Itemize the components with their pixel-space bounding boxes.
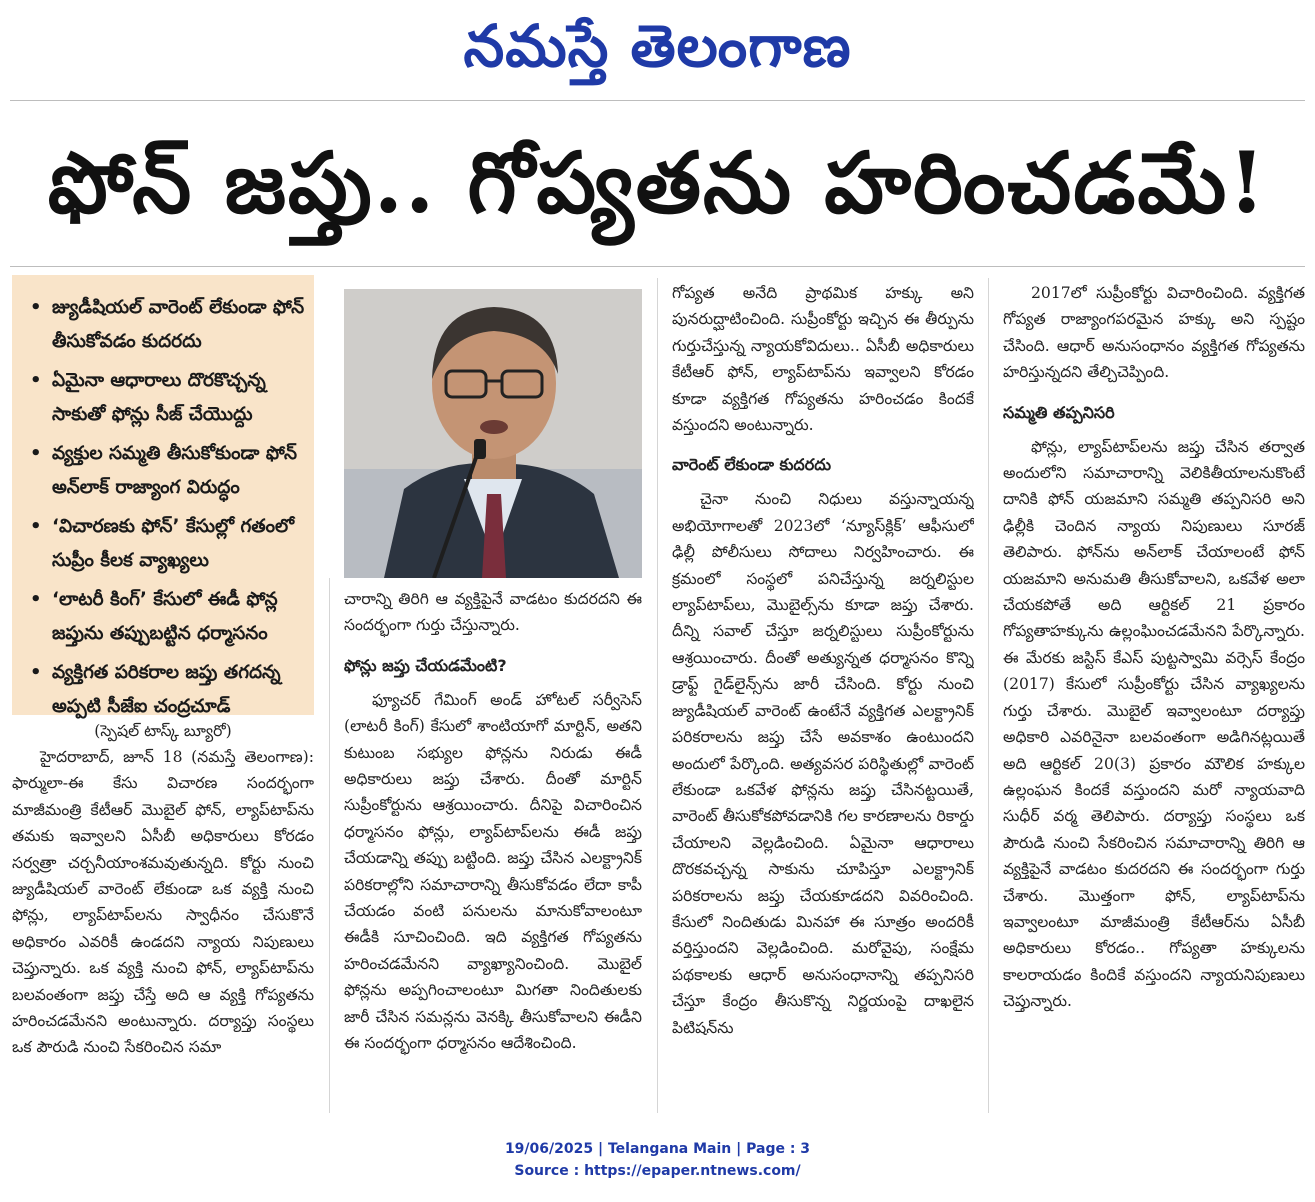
article-paragraph: గోప్యత అనేది ప్రాథమిక హక్కు అని పునరుద్ఘాటించింది. సుప్రీంకోర్టు ఇచ్చిన ఈ తీర్పును గుర్తుచేస్తున్న న్యాయకోవిదులు.. ఏసీబీ అధికారులు కేటీఆర్ ఫోన్, ల్యాప్‌టాప్‌ను ఇవ్వాలని కోరడం కూడా వ్యక్తిగత గోప్యతను హరించడం కిందకే వస్తుందని అంటున్నారు.: [672, 284, 974, 435]
subheading: ఫోన్లు జప్తు చేయడమేంటి?: [344, 655, 507, 675]
bullet-icon: •: [30, 297, 42, 318]
subheading: సమ్మతి తప్పనిసరి: [1003, 402, 1115, 422]
masthead: నమస్తే తెలంగాణ: [463, 12, 852, 80]
bullet-icon: •: [30, 443, 42, 464]
highlight-item: • వ్యక్తుల సమ్మతి తీసుకోకుండా ఫోన్ అన్‌లాక్ రాజ్యాంగ విరుద్ధం: [30, 437, 306, 505]
bullet-icon: •: [30, 589, 42, 610]
highlight-item: • ఏమైనా ఆధారాలు దొరకొచ్చన్న సాకుతో ఫోన్లు సీజ్ చేయొద్దు: [30, 364, 306, 432]
headline: ఫోన్ జప్తు.. గోప్యతను హరించడమే!: [47, 133, 1268, 232]
column-4: [1003, 280, 1305, 1076]
judge-photo: [344, 289, 642, 578]
highlights-box: [12, 275, 314, 715]
column-2: [344, 586, 642, 1083]
article-paragraph: చైనా నుంచి నిధులు వస్తున్నాయన్న అభియోగాలతో 2023లో ‘న్యూస్‌క్లిక్’ ఆఫీసులో ఢిల్లీ పోలీసులు సోదాలు నిర్వహించారు. ఈ క్రమంలో సంస్థలో పనిచేస్తున్న జర్నలిస్టుల ల్యాప్‌టాప్‌లు, మొబైల్స్‌ను కూడా జప్తు చేశారు. దీన్ని సవాల్ చేస్తూ జర్నలిస్టులు సుప్రీంకోర్టును ఆశ్రయించారు. దీంతో అత్యున్నత ధర్మాసనం కొన్ని డ్రాఫ్ట్ గైడ్‌లైన్స్‌ను జారీ చేసింది. కోర్టు నుంచి జ్యుడీషియల్ వారెంట్ ఉంటేనే వ్యక్తిగత ఎలక్ట్రానిక్ పరికరాలను జప్తు చేసే అవకాశం ఉంటుందని అందులో పేర్కొంది. అత్యవసర పరిస్థితుల్లో వారెంట్ లేకుండా ఒకవేళ ఫోన్లను జప్తు చేసినట్టయితే, వారెంట్ తీసుకోకపోవడానికి గల కారణాలను రికార్డు చేయాలని వెల్లడించింది. ఏమైనా ఆధారాలు దొరకవచ్చన్న సాకును చూపిస్తూ ఎలక్ట్రానిక్ పరికరాలను జప్తు చేయకూడదని వివరించింది. కేసులో నిందితుడు మినహా ఈ సూత్రం అందరికీ వర్తిస్తుందని వెల్లడించింది. మరోవైపు, సంక్షేమ పథకాలకు ఆధార్ అనుసంధానాన్ని తప్పనిసరి చేస్తూ కేంద్రం తీసుకొన్న నిర్ణయంపై దాఖలైన పిటిషన్‌ను: [672, 490, 974, 1037]
article-paragraph: 2017లో సుప్రీంకోర్టు విచారించింది. వ్యక్తిగత గోప్యత రాజ్యాంగపరమైన హక్కు అని స్పష్టం చేసింది. ఆధార్ అనుసంధానం వ్యక్తిగత గోప్యతను హరిస్తున్నదని తేల్చిచెప్పింది.: [1003, 284, 1305, 382]
article-paragraph: చారాన్ని తిరిగి ఆ వ్యక్తిపైనే వాడటం కుదరదని ఈ సందర్భంగా గుర్తు చేస్తున్నారు.: [344, 590, 642, 635]
bullet-icon: •: [30, 516, 42, 537]
highlight-item: • ‘విచారణకు ఫోన్’ కేసుల్లో గతంలో సుప్రీం కీలక వ్యాఖ్యలు: [30, 510, 306, 578]
highlight-item: • ‘లాటరీ కింగ్’ కేసులో ఈడీ ఫోన్ల జప్తును తప్పుబట్టిన ధర్మాసనం: [30, 583, 306, 651]
byline: (స్పెషల్ టాస్క్ బ్యూరో): [94, 722, 232, 740]
highlight-item: • జ్యుడీషియల్ వారెంట్ లేకుండా ఫోన్ తీసుకోవడం కుదరదు: [30, 291, 306, 359]
portrait-illustration: [344, 289, 642, 578]
headline-divider: [10, 266, 1305, 267]
footer-source-line[interactable]: Source : https://epaper.ntnews.com/: [514, 1163, 801, 1179]
article-paragraph: హైదరాబాద్, జూన్ 18 (నమస్తే తెలంగాణ): ఫార్ములా-ఈ కేసు విచారణ సందర్భంగా మాజీమంత్రి కేటీఆర్ మొబైల్ ఫోన్, ల్యాప్‌టాప్‌ను తమకు ఇవ్వాలని ఏసీబీ అధికారులు కోరడం సర్వత్రా చర్చనీయాంశమవుతున్నది. కోర్టు నుంచి జ్యుడీషియల్ వారెంట్ లేకుండా ఒక వ్యక్తి నుంచి ఫోన్లు, ల్యాప్‌టాప్‌లను స్వాధీనం చేసుకొనే అధికారం ఎవరికీ ఉండదని న్యాయ నిపుణులు చెప్తున్నారు. ఒక వ్యక్తి నుంచి ఫోన్, ల్యాప్‌టాప్‌ను బలవంతంగా జప్తు చేస్తే అది ఆ వ్యక్తి గోప్యతను హరించడమేనని అంటున్నారు. దర్యాప్తు సంస్థలు ఒక పౌరుడి నుంచి సేకరించిన సమా: [12, 748, 314, 1057]
column-divider: [988, 278, 989, 1113]
masthead-divider: [10, 100, 1305, 101]
article-paragraph: ఫోన్లు, ల్యాప్‌టాప్‌లను జప్తు చేసిన తర్వాత అందులోని సమాచారాన్ని వెలికితీయాలనుకొంటే దానికి ఫోన్ యజమాని సమ్మతి తప్పనిసరి అని ఢిల్లీకి చెందిన న్యాయ నిపుణులు సూరజ్ తెలిపారు. ఫోన్‌ను అన్‌లాక్ చేయాలంటే ఫోన్ యజమాని అనుమతి తీసుకోవాలని, ఒకవేళ అలా చేయకపోతే అది ఆర్టికల్ 21 ప్రకారం గోప్యతాహక్కును ఉల్లంఘించడమేనని పేర్కొన్నారు. ఈ మేరకు జస్టిస్ కేఎస్ పుట్టస్వామి వర్సెస్ కేంద్రం (2017) కేసులో సుప్రీంకోర్టు చేసిన వ్యాఖ్యలను గుర్తు చేశారు. మొబైల్ ఇవ్వాలంటూ దర్యాప్తు అధికారి ఎవరినైనా బలవంతంగా అడిగినట్లయితే అది ఆర్టికల్ 20(3) ప్రకారం మౌలిక హక్కుల ఉల్లంఘన కిందకే వస్తుందని మరో న్యాయవాది సుధీర్ వర్మ తెలిపారు. దర్యాప్తు సంస్థలు ఒక పౌరుడి నుంచి సేకరించిన సమాచారాన్ని తిరిగి ఆ వ్యక్తిపైనే వాడటం కుదరదని ఈ సందర్భంగా గుర్తు చేశారు. మొత్తంగా ఫోన్, ల్యాప్‌టాప్‌ను ఇవ్వాలంటూ మాజీమంత్రి కేటీఆర్‌ను ఏసీబీ అధికారులు కోరడం.. గోప్యతా హక్కులను కాలరాయడం కిందికే వస్తుందని న్యాయనిపుణులు చెప్తున్నారు.: [1003, 437, 1305, 1011]
footer-date-line: 19/06/2025 | Telangana Main | Page : 3: [504, 1141, 811, 1157]
bullet-icon: •: [30, 662, 42, 683]
column-3: [672, 280, 974, 1070]
bullet-icon: •: [30, 370, 42, 391]
article-paragraph: ఫ్యూచర్ గేమింగ్ అండ్ హోటల్ సర్వీసెస్ (లాటరీ కింగ్) కేసులో శాంటియాగో మార్టిన్, అతని కుటుంబ సభ్యుల ఫోన్లను నిరుడు ఈడీ అధికారులు జప్తు చేశారు. దీంతో మార్టిన్ సుప్రీంకోర్టును ఆశ్రయించారు. దీనిపై విచారించిన ధర్మాసనం ఫోన్లు, ల్యాప్‌టాప్‌లను ఈడీ జప్తు చేయడాన్ని తప్పు బట్టింది. జప్తు చేసిన ఎలక్ట్రానిక్ పరికరాల్లోని సమాచారాన్ని తీసుకోవడం లేదా కాపీ చేయడం వంటి పనులను మానుకోవాలంటూ ఈడీకి సూచించింది. ఇది వ్యక్తిగత గోప్యతను హరించడమేనని వ్యాఖ్యానించింది. మొబైల్ ఫోన్లను అప్పగించాలంటూ మిగతా నిందితులకు జారీ చేసిన సమన్లను వెనక్కి తీసుకోవాలని ఈడీని ఈ సందర్భంగా ధర్మాసనం ఆదేశించింది.: [344, 690, 642, 1053]
column-divider: [329, 578, 330, 1113]
highlight-item: • వ్యక్తిగత పరికరాల జప్తు తగదన్న అప్పటి సీజేఐ చంద్రచూడ్: [30, 656, 306, 724]
column-1: [12, 718, 314, 1074]
subheading: వారెంట్ లేకుండా కుదరదు: [672, 455, 832, 475]
column-divider: [657, 278, 658, 1113]
